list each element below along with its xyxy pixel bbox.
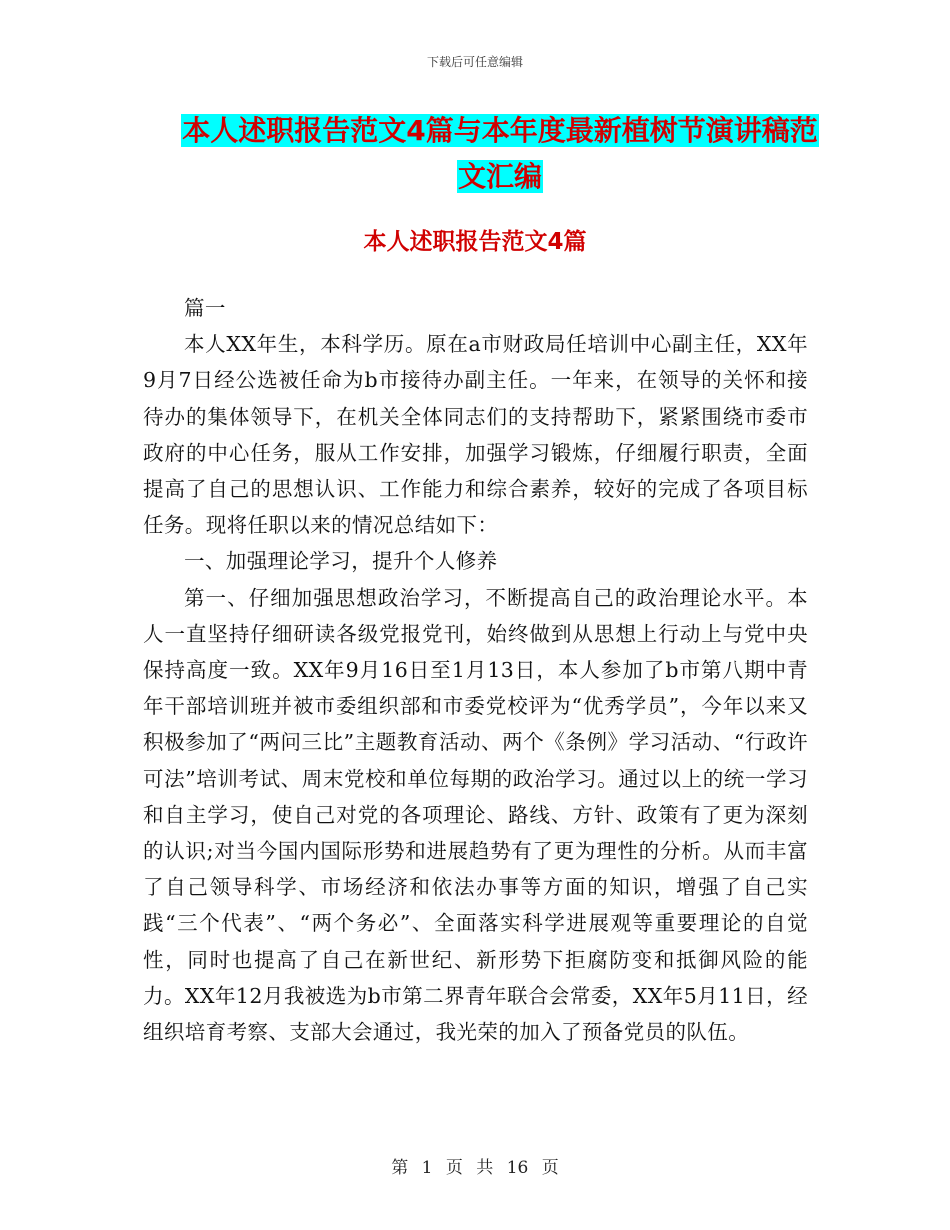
paragraph-part-label: 篇一	[184, 296, 226, 320]
title-line-1: 本人述职报告范文4篇与本年度最新植树节演讲稿范	[182, 114, 818, 147]
page-footer: 第 1 页 共 16 页	[391, 1158, 559, 1178]
document-title	[150, 108, 850, 200]
paragraph-intro: 本人XX年生，本科学历。原在a市财政局任培训中心副主任，XX年9月7日经公选被任命为b市接待办副主任。一年来，在领导的关怀和接待办的集体领导下，在机关全体同志们的支持帮助下，紧紧围绕市委市政府的中心任务，服从工作安排，加强学习锻炼，仔细履行职责，全面提高了自己的思想认识、工作能力和综合素养，较好的完成了各项目标任务。现将任职以来的情况总结如下：	[143, 332, 808, 538]
header-note: 下载后可任意编辑	[426, 55, 523, 69]
paragraph-heading-1: 一、加强理论学习，提升个人修养	[184, 549, 498, 574]
paragraph-study: 第一、仔细加强思想政治学习，不断提高自己的政治理论水平。本人一直坚持仔细研读各级党报党刊，始终做到从思想上行动上与党中央保持高度一致。XX年9月16日至1月13日，本人参加了b市第八期中青年干部培训班并被市委组织部和市委党校评为“优秀学员”，今年以来又积极参加了“两问三比”主题教育活动、两个《条例》学习活动、“行政许可法”培训考试、周末党校和单位每期的政治学习。通过以上的统一学习和自主学习，使自己对党的各项理论、路线、方针、政策有了更为深刻的认识;对当今国内国际形势和进展趋势有了更为理性的分析。从而丰富了自己领导科学、市场经济和依法办事等方面的知识，增强了自己实践“三个代表”、“两个务必”、全面落实科学进展观等重要理论的自觉性，同时也提高了自己在新世纪、新形势下拒腐防变和抵御风险的能力。XX年12月我被选为b市第二界青年联合会常委，XX年5月11日，经组织培育考察、支部大会通过，我光荣的加入了预备党员的队伍。	[143, 585, 808, 1045]
section-title: 本人述职报告范文4篇	[363, 229, 587, 255]
title-line-2: 文汇编	[457, 160, 542, 193]
document-body	[143, 290, 808, 1050]
